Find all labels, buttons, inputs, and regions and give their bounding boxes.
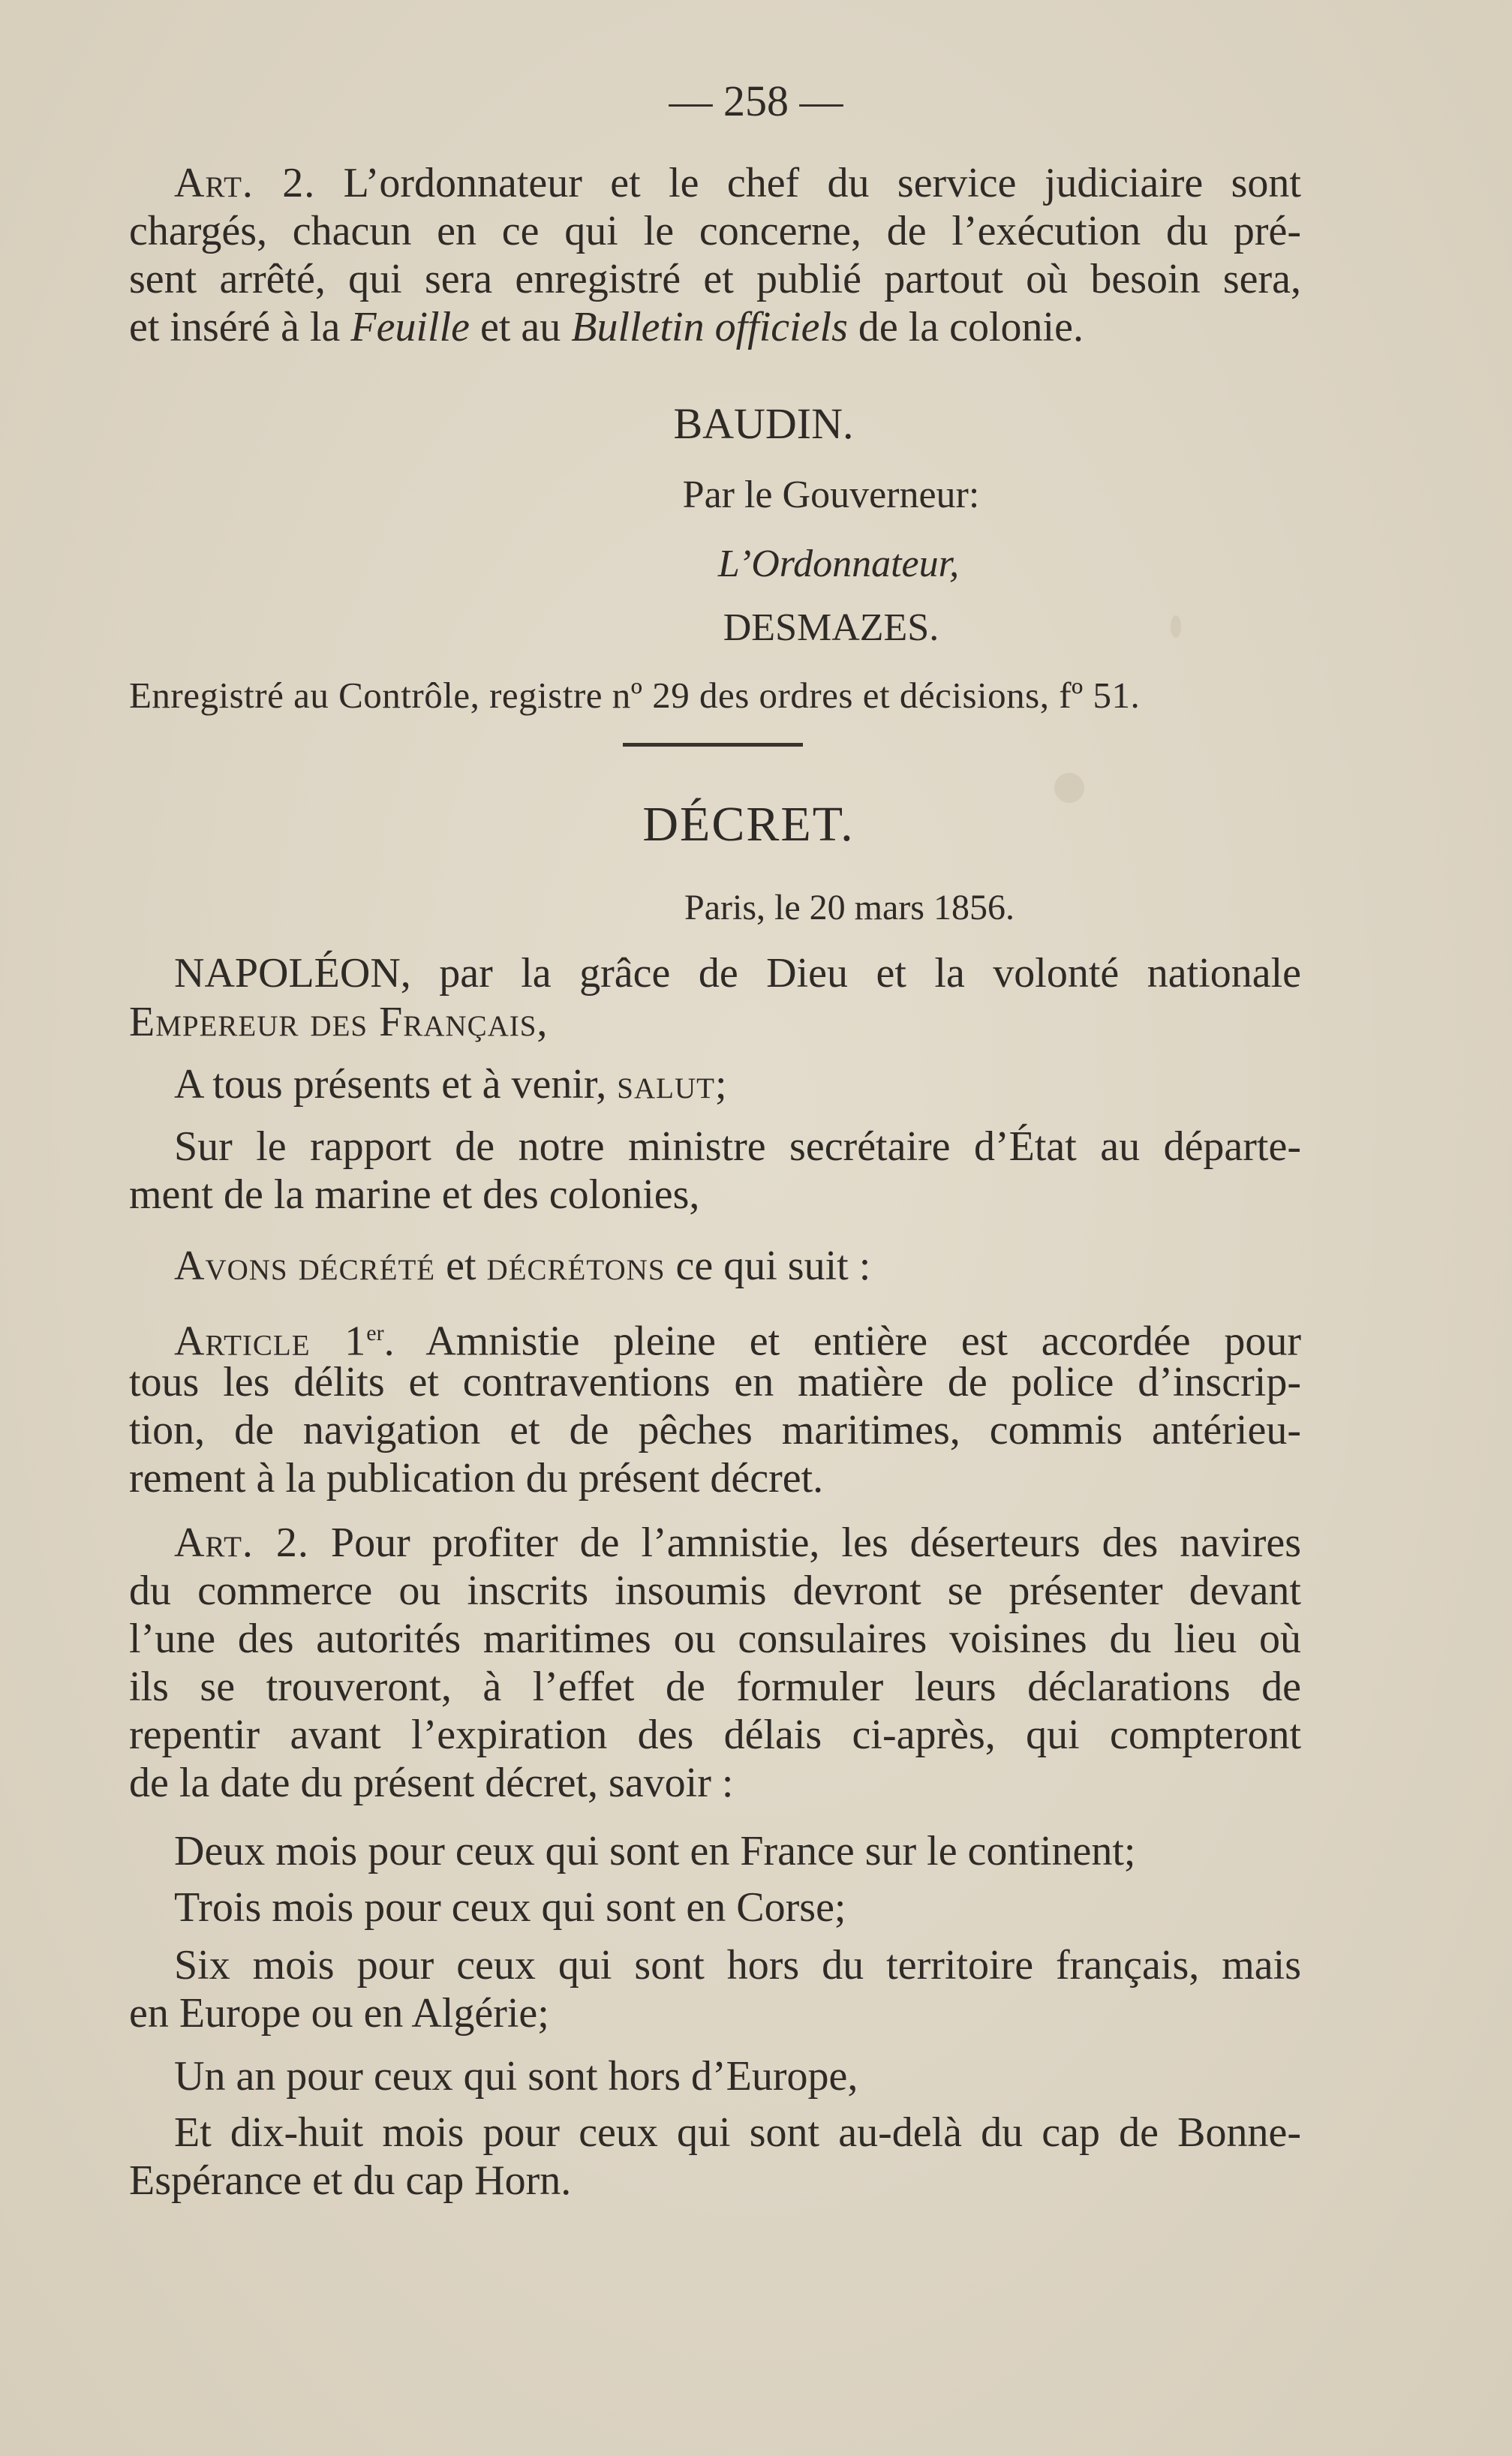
text-line	[129, 159, 1301, 207]
text-span: Amnistie pleine et entière est accordée pour	[394, 1318, 1301, 1365]
small-caps-word: Avons	[174, 1243, 288, 1289]
separator-rule	[623, 743, 803, 747]
text-line: tous les délits et contraventions en matière de police d’inscrip-	[129, 1359, 1301, 1405]
text-line	[129, 1519, 1301, 1567]
text-line: ils se trouveront, à l’effet de formuler leurs déclarations de	[129, 1664, 1301, 1710]
registration-note: Enregistré au Contrôle, registre nº 29 des ordres et décisions, fº 51.	[129, 675, 1141, 716]
delay-item: Et dix-huit mois pour ceux qui sont au-delà du cap de Bonne-	[174, 2109, 1301, 2156]
text-span: A tous présents et à venir,	[174, 1061, 618, 1108]
delay-item: Deux mois pour ceux qui sont en France sur le continent;	[174, 1828, 1136, 1874]
text-span: ;	[714, 1061, 727, 1108]
text-span: et inséré à la	[129, 304, 351, 350]
text-span: Pour profiter de l’amnistie, les déserteurs des navires	[308, 1520, 1301, 1566]
small-caps-word: décrétons	[486, 1243, 666, 1289]
delay-item-continued: Espérance et du cap Horn.	[129, 2157, 572, 2204]
text-line: repentir avant l’expiration des délais ci-après, qui compteront	[129, 1712, 1301, 1758]
delay-item: Un an pour ceux qui sont hors d’Europe,	[174, 2053, 858, 2100]
italic-title: Bulletin officiels	[571, 304, 848, 350]
text-span: de la colonie.	[847, 304, 1084, 350]
preamble-line: NAPOLÉON, par la grâce de Dieu et la volonté nationale	[174, 950, 1301, 997]
avons-line	[129, 1242, 1301, 1290]
superscript: er	[366, 1321, 384, 1345]
page-number: — 258 —	[669, 77, 843, 125]
rapport-line: Sur le rapport de notre ministre secrétaire d’État au départe-	[174, 1123, 1301, 1170]
text-line: sent arrêté, qui sera enregistré et publié partout où besoin sera,	[129, 256, 1301, 302]
article-label: Art. 2.	[174, 160, 316, 206]
rapport-line: ment de la marine et des colonies,	[129, 1171, 700, 1218]
signature-par: Par le Gouverneur:	[682, 473, 980, 516]
signature-signatory: DESMAZES.	[723, 606, 939, 649]
delay-item: Trois mois pour ceux qui sont en Corse;	[174, 1884, 846, 1931]
text-span: L’ordonnateur et le chef du service judiciaire sont	[343, 160, 1301, 206]
text-line: tion, de navigation et de pêches maritimes, commis antérieu-	[129, 1407, 1301, 1453]
text-line	[129, 303, 1301, 351]
text-line: chargés, chacun en ce qui le concerne, de l’exécution du pré-	[129, 208, 1301, 254]
salut-line	[129, 1060, 1301, 1108]
delay-item-continued: en Europe ou en Algérie;	[129, 1990, 549, 2037]
text-span: et au	[470, 304, 572, 350]
article-label: Art. 2.	[174, 1520, 309, 1566]
text-line: du commerce ou inscrits insoumis devront se présenter devant	[129, 1568, 1301, 1614]
italic-title: Feuille	[350, 304, 470, 350]
salut-word: salut	[617, 1061, 715, 1108]
text-line: rement à la publication du présent décret.	[129, 1455, 824, 1502]
text-span: et	[435, 1243, 487, 1289]
text-span: ce qui suit :	[665, 1243, 871, 1289]
delay-item: Six mois pour ceux qui sont hors du territoire français, mais	[174, 1942, 1301, 1989]
text-line: de la date du présent décret, savoir :	[129, 1760, 734, 1806]
signature-title: L’Ordonnateur,	[717, 543, 960, 585]
small-caps-word: décrété	[298, 1243, 436, 1289]
text-span: .	[383, 1318, 395, 1365]
signature-name: BAUDIN.	[673, 399, 854, 448]
decree-date: Paris, le 20 mars 1856.	[684, 888, 1015, 927]
article-label: Article 1	[174, 1318, 367, 1365]
decree-title: DÉCRET.	[642, 797, 855, 852]
preamble-title: Empereur des Français,	[129, 999, 549, 1045]
text-line: l’une des autorités maritimes ou consulaires voisines du lieu où	[129, 1616, 1301, 1662]
text-line	[129, 1309, 1301, 1366]
